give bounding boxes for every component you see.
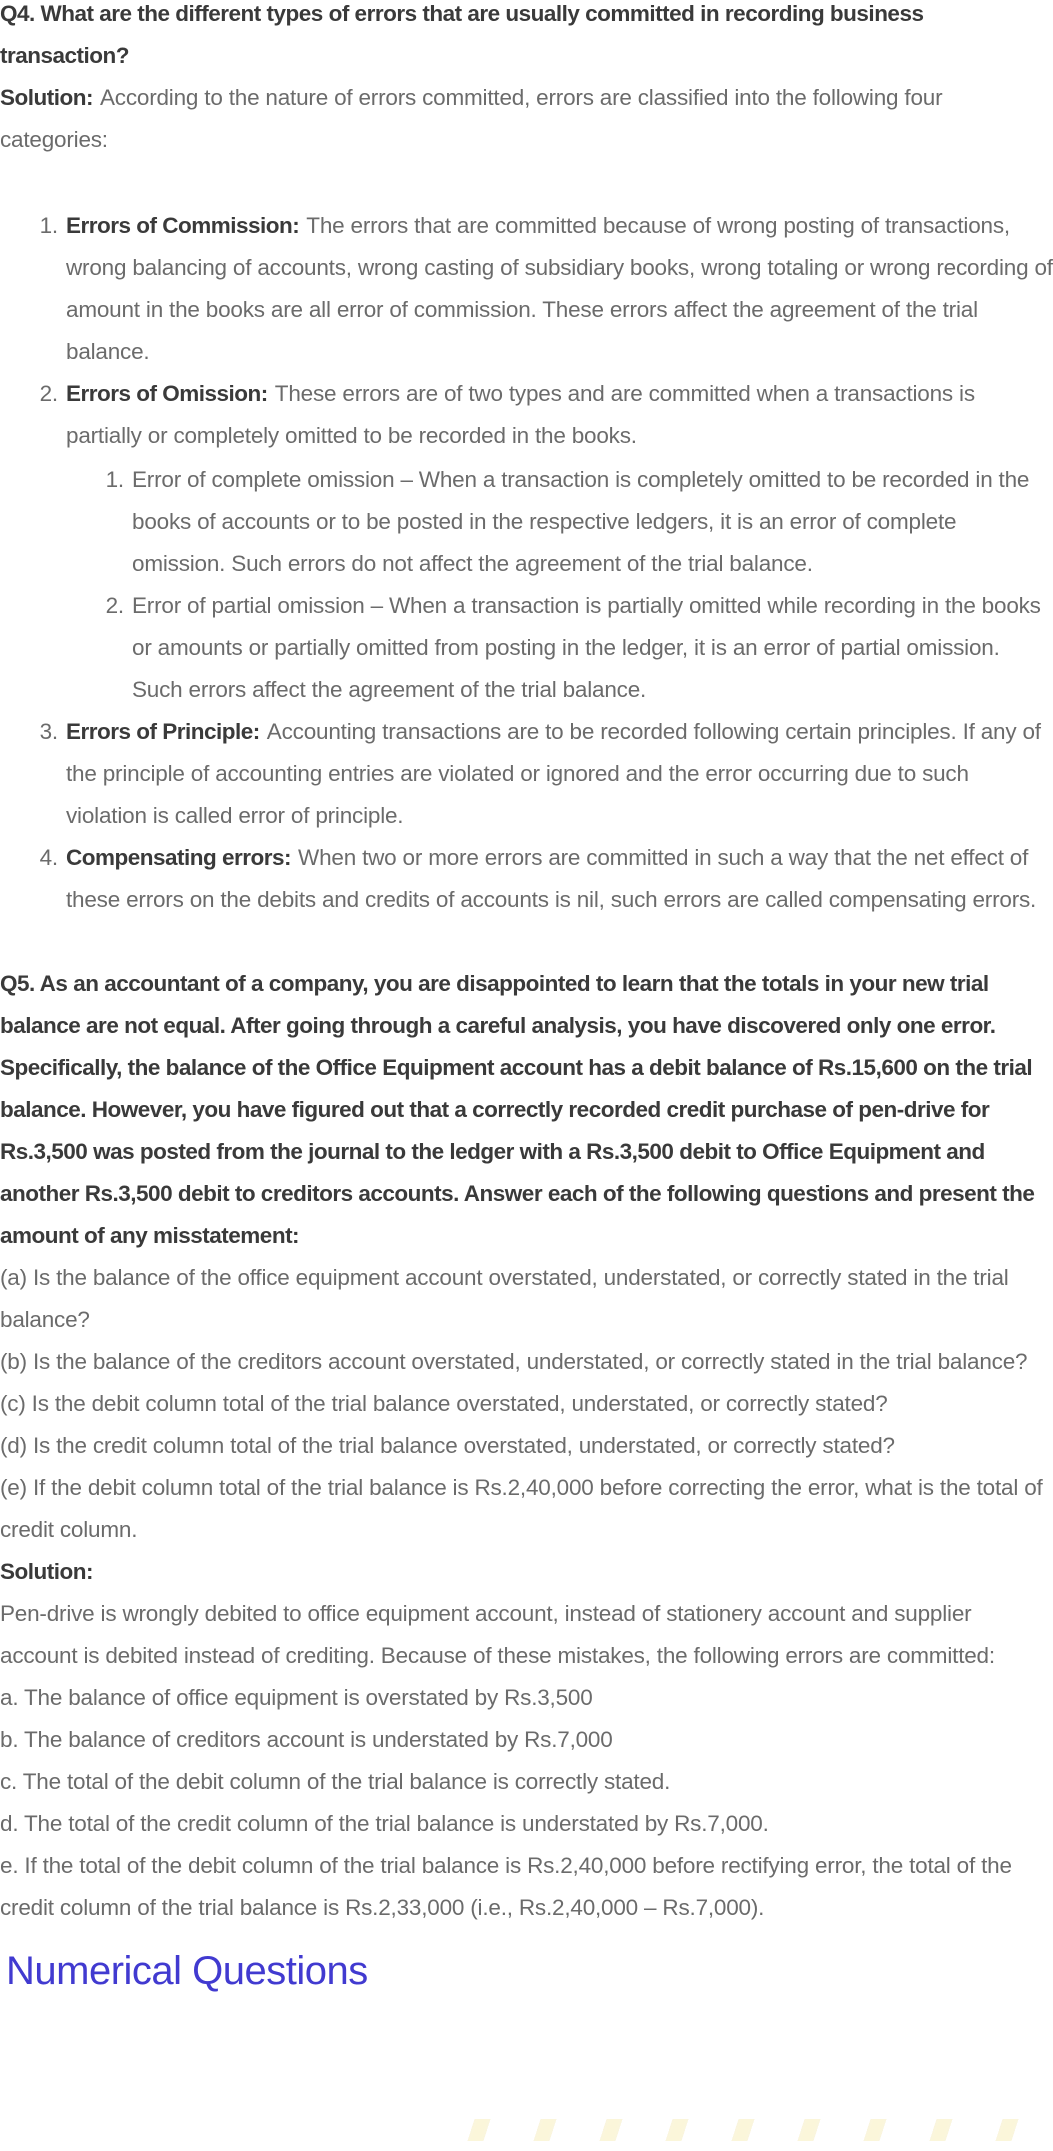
numerical-questions-heading: Numerical Questions bbox=[6, 1949, 368, 1993]
omission-subtypes-list bbox=[66, 459, 1053, 711]
error-category-text: These errors are of two types and are committed when a transactions is partially or completely omitted to be recorded in the books. bbox=[66, 381, 975, 448]
error-category-title: Errors of Commission: bbox=[66, 213, 300, 238]
error-categories-list bbox=[0, 205, 1053, 921]
q5-subquestion-e: (e) If the debit column total of the trial balance is Rs.2,40,000 before correcting the error, what is the total of credit column. bbox=[0, 1475, 1043, 1542]
watermark-marks bbox=[421, 2119, 1053, 2141]
q5-answer-d: d. The total of the credit column of the trial balance is understated by Rs.7,000. bbox=[0, 1811, 769, 1836]
q5-question: Q5. As an accountant of a company, you are disappointed to learn that the totals in your new trial balance are not equal. After going through a careful analysis, you have discovered only one error. Specifically, the balance of the Office Equipment account has a debit balance of Rs.15,600 on the trial balance. However, you have figured out that a correctly recorded credit purchase of pen-drive for Rs.3,500 was posted from the journal to the ledger with a Rs.3,500 debit to Office Equipment and another Rs.3,500 debit to creditors accounts. Answer each of the following questions and present the amount of any misstatement: bbox=[0, 971, 1035, 1248]
error-category-text: Accounting transactions are to be recorded following certain principles. If any of the principle of accounting entries are violated or ignored and the error occurring due to such violation is called error of principle. bbox=[66, 719, 1041, 828]
error-category-title: Errors of Omission: bbox=[66, 381, 268, 406]
q5-answer-c: c. The total of the debit column of the trial balance is correctly stated. bbox=[0, 1769, 671, 1794]
error-category-title: Compensating errors: bbox=[66, 845, 292, 870]
error-category-principle bbox=[64, 711, 1053, 837]
q5-solution-label: Solution: bbox=[0, 1559, 93, 1584]
error-category-text: The errors that are committed because of wrong posting of transactions, wrong balancing of accounts, wrong casting of subsidiary books, wrong totaling or wrong recording of amount in the books are all error of commission. These errors affect the agreement of the trial balance. bbox=[66, 213, 1053, 364]
error-category-commission bbox=[64, 205, 1053, 373]
error-category-compensating bbox=[64, 837, 1053, 921]
q5-block bbox=[0, 963, 1053, 1929]
q5-answer-b: b. The balance of creditors account is understated by Rs.7,000 bbox=[0, 1727, 613, 1752]
q5-answer-a: a. The balance of office equipment is overstated by Rs.3,500 bbox=[0, 1685, 593, 1710]
q5-subquestion-a: (a) Is the balance of the office equipment account overstated, understated, or correctly stated in the trial balance? bbox=[0, 1265, 1009, 1332]
q5-answer-e: e. If the total of the debit column of the trial balance is Rs.2,40,000 before rectifying error, the total of the credit column of the trial balance is Rs.2,33,000 (i.e., Rs.2,40,000 – Rs.7,000). bbox=[0, 1853, 1012, 1920]
q5-subquestion-b: (b) Is the balance of the creditors account overstated, understated, or correctly stated in the trial balance? bbox=[0, 1349, 1028, 1374]
q4-question: Q4. What are the different types of errors that are usually committed in recording business transaction? bbox=[0, 1, 924, 68]
omission-subitem-complete: 1. Error of complete omission – When a transaction is completely omitted to be recorded in the books of accounts or to be posted in the respective ledgers, it is an error of complete omission. Such errors do not affect the agreement of the trial balance. bbox=[130, 459, 1053, 585]
error-category-omission bbox=[64, 373, 1053, 711]
error-category-title: Errors of Principle: bbox=[66, 719, 260, 744]
error-category-text: When two or more errors are committed in such a way that the net effect of these errors on the debits and credits of accounts is nil, such errors are called compensating errors. bbox=[66, 845, 1037, 912]
q5-solution-intro: Pen-drive is wrongly debited to office equipment account, instead of stationery account and supplier account is debited instead of crediting. Because of these mistakes, the following errors are committed: bbox=[0, 1601, 995, 1668]
q5-subquestion-c: (c) Is the debit column total of the trial balance overstated, understated, or correctly stated? bbox=[0, 1391, 888, 1416]
q4-solution-paragraph bbox=[0, 77, 1053, 161]
q4-solution-label: Solution: bbox=[0, 85, 93, 110]
omission-subitem-partial: 2. Error of partial omission – When a transaction is partially omitted while recording in the books or amounts or partially omitted from posting in the ledger, it is an error of partial omission. Such errors affect the agreement of the trial balance. bbox=[130, 585, 1053, 711]
q5-subquestion-d: (d) Is the credit column total of the trial balance overstated, understated, or correctly stated? bbox=[0, 1433, 895, 1458]
q4-solution-intro: According to the nature of errors committed, errors are classified into the following four categories: bbox=[0, 85, 943, 152]
